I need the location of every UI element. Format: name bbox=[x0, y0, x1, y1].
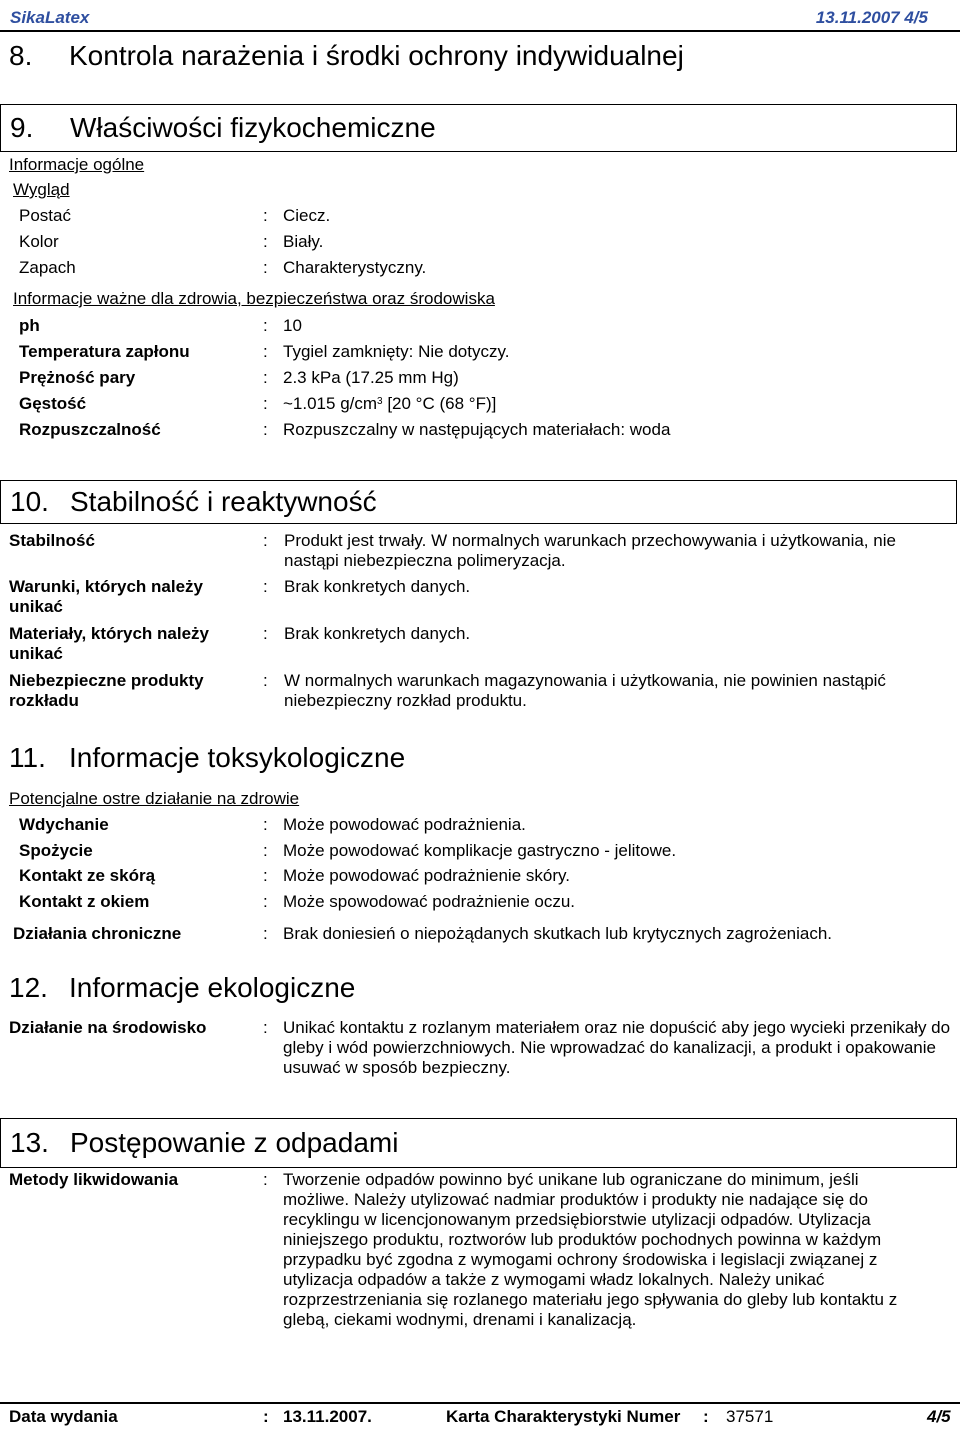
card-number-label: Karta Charakterystyki Numer bbox=[446, 1407, 681, 1426]
health-info-heading: Informacje ważne dla zdrowia, bezpieczeństwa oraz środowiska bbox=[13, 289, 495, 308]
issue-date-label: Data wydania bbox=[9, 1407, 118, 1426]
colon: : bbox=[703, 1407, 709, 1426]
ph-label: ph bbox=[19, 316, 40, 335]
stability-value: Produkt jest trwały. W normalnych warunkach przechowywania i użytkowania, nie nastąpi niebezpieczna polimeryzacja. bbox=[284, 531, 896, 570]
disposal-methods-value: Tworzenie odpadów powinno być unikane lub ograniczane do minimum, jeśli możliwe. Należy utylizować nadmiar produktów i produkty nie nadające się do recyklingu w licencjonowanym przedsiębiorstwie utylizacji odpadów. Utylizacja niniejszego produktu, roztworów lub produktów pochodnych powinna w każdym przypadku być zgodna z wymogami ochrony środowiska i legislacji związanej z utylizacja odpadów a także z wymogami władz lokalnych. Należy unikać rozprzestrzeniania się rozlanego materiału jego spływania do gleby lub kontaktu z glebą, ciekami wodnymi, drenami i kanalizacją. bbox=[283, 1170, 898, 1329]
colon: : bbox=[263, 577, 268, 596]
colon: : bbox=[263, 1018, 268, 1037]
colon: : bbox=[263, 1170, 268, 1189]
decomposition-label: Niebezpieczne produkty rozkładu bbox=[9, 671, 204, 710]
colon: : bbox=[263, 342, 268, 361]
section-10-number: 10. bbox=[10, 486, 49, 517]
section-11-title: Informacje toksykologiczne bbox=[69, 742, 406, 773]
colon: : bbox=[263, 1407, 269, 1426]
stability-label: Stabilność bbox=[9, 531, 95, 550]
section-10-title: Stabilność i reaktywność bbox=[70, 486, 377, 517]
materials-avoid-value: Brak konkretych danych. bbox=[284, 624, 471, 643]
inhalation-label: Wdychanie bbox=[19, 815, 109, 834]
ingestion-value: Może powodować komplikacje gastryczno - jelitowe. bbox=[283, 841, 677, 860]
density-superscript: 3 bbox=[377, 396, 383, 407]
environment-effect-label: Działanie na środowisko bbox=[9, 1018, 207, 1037]
odor-value: Charakterystyczny. bbox=[283, 258, 427, 277]
vapor-pressure-value: 2.3 kPa (17.25 mm Hg) bbox=[283, 368, 459, 387]
flash-point-value: Tygiel zamknięty: Nie dotyczy. bbox=[283, 342, 510, 361]
section-9-heading bbox=[0, 104, 957, 152]
section-8-title: Kontrola narażenia i środki ochrony indywidualnej bbox=[69, 40, 684, 71]
form-label: Postać bbox=[19, 206, 71, 225]
conditions-avoid-label: Warunki, których należy unikać bbox=[9, 577, 203, 616]
section-13-number: 13. bbox=[10, 1127, 49, 1158]
colon: : bbox=[263, 624, 268, 643]
section-11-number: 11. bbox=[9, 742, 46, 773]
ingestion-label: Spożycie bbox=[19, 841, 93, 860]
colon: : bbox=[263, 232, 268, 251]
colon: : bbox=[263, 420, 268, 439]
page-number: 4/5 bbox=[927, 1407, 951, 1426]
colon: : bbox=[263, 316, 268, 335]
conditions-avoid-value: Brak konkretych danych. bbox=[284, 577, 471, 596]
color-value: Biały. bbox=[283, 232, 324, 251]
density-value bbox=[283, 394, 496, 414]
section-12-number: 12. bbox=[9, 972, 48, 1003]
acute-effects-heading: Potencjalne ostre działanie na zdrowie bbox=[9, 789, 300, 808]
colon: : bbox=[263, 892, 268, 911]
colon: : bbox=[263, 671, 268, 690]
density-value-main: ~1.015 g/cm bbox=[283, 394, 378, 413]
inhalation-value: Może powodować podrażnienia. bbox=[283, 815, 526, 834]
chronic-effects-value: Brak doniesień o niepożądanych skutkach lub krytycznych zagrożeniach. bbox=[283, 924, 833, 943]
vapor-pressure-label: Prężność pary bbox=[19, 368, 136, 387]
section-12-heading bbox=[9, 972, 355, 1004]
section-13-heading bbox=[0, 1118, 957, 1168]
flash-point-label: Temperatura zapłonu bbox=[19, 342, 190, 361]
environment-effect-value: Unikać kontaktu z rozlanym materiałem oraz nie dopuścić aby jego wycieki przenikały do gleby i wód powierzchniowych. Nie wprowadzać do kanalizacji, a produkt i opakowanie usuwać w sposób bezpieczny. bbox=[283, 1018, 951, 1077]
section-11-heading bbox=[9, 742, 405, 774]
header-product: SikaLatex bbox=[10, 8, 90, 27]
general-info-heading: Informacje ogólne bbox=[9, 155, 145, 174]
section-8-number: 8. bbox=[9, 40, 33, 71]
decomposition-value: W normalnych warunkach magazynowania i użytkowania, nie powinien nastąpić niebezpieczny rozkład produktu. bbox=[284, 671, 886, 710]
header-rule bbox=[0, 30, 960, 32]
eye-contact-label: Kontakt z okiem bbox=[19, 892, 150, 911]
disposal-methods-label: Metody likwidowania bbox=[9, 1170, 179, 1189]
issue-date-value: 13.11.2007. bbox=[283, 1407, 372, 1426]
chronic-effects-label: Działania chroniczne bbox=[13, 924, 182, 943]
section-13-title: Postępowanie z odpadami bbox=[70, 1127, 399, 1158]
header-date-page: 13.11.2007 4/5 bbox=[815, 8, 928, 27]
density-value-temp: [20 °C (68 °F)] bbox=[382, 394, 497, 413]
colon: : bbox=[263, 206, 268, 225]
footer-rule bbox=[0, 1402, 960, 1404]
colon: : bbox=[263, 866, 268, 885]
colon: : bbox=[263, 841, 268, 860]
solubility-label: Rozpuszczalność bbox=[19, 420, 161, 439]
eye-contact-value: Może spowodować podrażnienie oczu. bbox=[283, 892, 576, 911]
solubility-value: Rozpuszczalny w następujących materiałach: woda bbox=[283, 420, 671, 439]
section-12-title: Informacje ekologiczne bbox=[69, 972, 356, 1003]
colon: : bbox=[263, 394, 268, 413]
materials-avoid-label: Materiały, których należy unikać bbox=[9, 624, 209, 663]
skin-contact-value: Może powodować podrażnienie skóry. bbox=[283, 866, 570, 885]
colon: : bbox=[263, 368, 268, 387]
skin-contact-label: Kontakt ze skórą bbox=[19, 866, 156, 885]
section-10-heading bbox=[0, 480, 957, 524]
color-label: Kolor bbox=[19, 232, 59, 251]
colon: : bbox=[263, 924, 268, 943]
section-9-number: 9. bbox=[10, 112, 34, 143]
card-number-value: 37571 bbox=[726, 1407, 774, 1426]
colon: : bbox=[263, 258, 268, 277]
section-9-title: Właściwości fizykochemiczne bbox=[70, 112, 436, 143]
appearance-heading: Wygląd bbox=[13, 180, 70, 199]
section-8-heading bbox=[9, 40, 684, 72]
colon: : bbox=[263, 815, 268, 834]
odor-label: Zapach bbox=[19, 258, 76, 277]
ph-value: 10 bbox=[283, 316, 302, 335]
density-label: Gęstość bbox=[19, 394, 87, 413]
colon: : bbox=[263, 531, 268, 550]
form-value: Ciecz. bbox=[283, 206, 331, 225]
